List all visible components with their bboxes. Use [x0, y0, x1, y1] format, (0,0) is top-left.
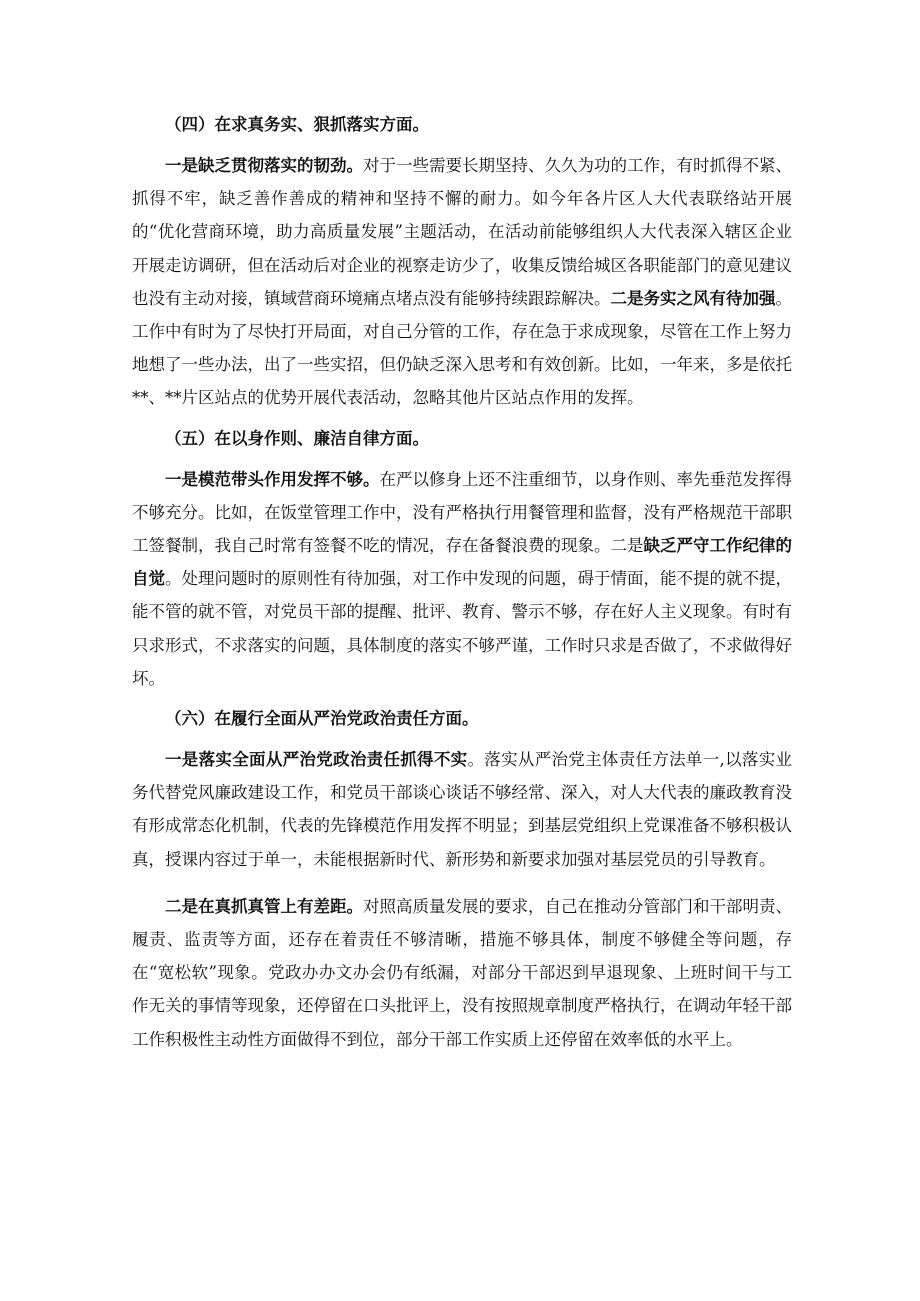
- paragraph-body-2: 。处理问题时的原则性有待加强，对工作中发现的问题，碍于情面，能不提的就不提，能不管的就不管，对党员干部的提醒、批评、教育、警示不够，存在好人主义现象。有时有只求形式，不求落实的问题，具体制度的落实不够严谨，工作时只求是否做了，不求做得好坏。: [132, 569, 792, 688]
- section-heading-6: （六）在履行全面从严治党政治责任方面。: [165, 709, 479, 729]
- paragraph-lead-2: 二是务实之风有待加强: [610, 288, 776, 308]
- paragraph-body: 在严以修身上还不注重细节，以身作则、率先垂范发挥得不够充分。比如，在饭堂管理工作中，没有严格执行用餐管理和监督，没有严格规范干部职工签餐制，我自己时常有签餐不吃的情况，存在备餐浪费的现象。二是: [132, 469, 792, 556]
- paragraph-lead: 一是缺乏贯彻落实的韧劲。: [165, 156, 363, 175]
- paragraph-lead-2: 缺乏严守工作纪律的自觉: [132, 536, 792, 589]
- document-page: [132, 115, 792, 1063]
- paragraph-body: 对于一些需要长期坚持、久久为功的工作，有时抓得不紧、抓得不牢，缺乏善作善成的精神和坚持不懈的耐力。如今年各片区人大代表联络站开展的“优化营商环境，助力高质量发展”主题活动，在活动前能够组织人大代表深入辖区企业开展走访调研，但在活动后对企业的视察走访少了，收集反馈给城区各职能部门的意见建议也没有主动对接，镇域营商环境痛点堵点没有能够持续跟踪解决。: [132, 156, 792, 308]
- section-4-paragraph-1: [132, 149, 792, 415]
- section-6-paragraph-1: [132, 743, 792, 876]
- section-6-paragraph-2: [132, 890, 792, 1056]
- section-heading-4: （四）在求真务实、狠抓落实方面。: [165, 115, 429, 134]
- paragraph-lead: 一是落实全面从严治党政治责任抓得不实: [165, 750, 468, 770]
- section-5-paragraph-1: [132, 463, 792, 695]
- paragraph-body: 。落实从严治党主体责任方法单一,以落实业务代替党风廉政建设工作，和党员干部谈心谈话不够经常、深入，对人大代表的廉政教育没有形成常态化机制，代表的先锋模范作用发挥不明显；到基层党组织上党课准备不够积极认真，授课内容过于单一，未能根据新时代、新形势和新要求加强对基层党员的引导教育。: [132, 750, 793, 869]
- section-heading-5: （五）在以身作则、廉洁自律方面。: [165, 428, 429, 448]
- paragraph-body: 对照高质量发展的要求，自己在推动分管部门和干部明责、履责、监责等方面，还存在着责任不够清晰，措施不够具体，制度不够健全等问题，存在“宽松软”现象。党政办办文办会仍有纸漏，对部分干部迟到早退现象、上班时间干与工作无关的事情等现象，还停留在口头批评上，没有按照规章制度严格执行，在调动年轻干部工作积极性主动性方面做得不到位，部分干部工作实质上还停留在效率低的水平上。: [132, 896, 792, 1049]
- paragraph-lead: 二是在真抓真管上有差距。: [165, 896, 363, 916]
- paragraph-lead: 一是模范带头作用发挥不够。: [165, 469, 380, 489]
- paragraph-body-2: 。工作中有时为了尽快打开局面，对自己分管的工作，存在急于求成现象，尽管在工作上努力地想了一些办法，出了一些实招，但仍缺乏深入思考和有效创新。比如，一年来，多是依托**、**片区站点的优势开展代表活动，忽略其他片区站点作用的发挥。: [132, 288, 792, 408]
